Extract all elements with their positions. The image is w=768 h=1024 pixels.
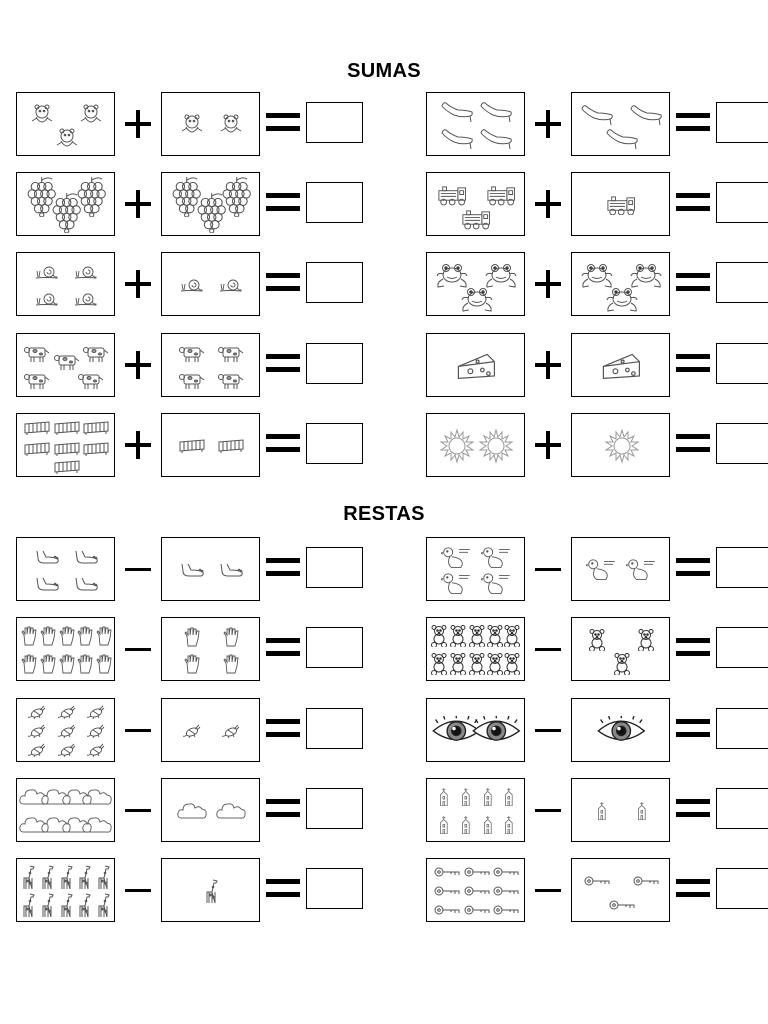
giraffe-icon bbox=[59, 892, 75, 918]
minus-sign bbox=[125, 568, 151, 571]
church-icon bbox=[459, 816, 473, 835]
giraffe-icon bbox=[204, 878, 220, 904]
key-icon bbox=[434, 866, 460, 878]
snail-icon bbox=[35, 292, 59, 306]
minus-sign bbox=[535, 889, 561, 892]
r-giraffe-right-picture-box bbox=[161, 858, 260, 922]
hand-icon bbox=[21, 626, 37, 646]
train-icon bbox=[437, 185, 467, 206]
cow-icon bbox=[218, 343, 244, 363]
shoe-icon bbox=[479, 101, 513, 123]
cloud-icon bbox=[177, 801, 207, 821]
r-teddy-right-picture-box bbox=[571, 617, 670, 681]
plus-sign bbox=[535, 105, 561, 143]
duck-icon bbox=[481, 572, 512, 595]
answer-box[interactable] bbox=[716, 627, 768, 668]
answer-box[interactable] bbox=[306, 868, 363, 909]
key-icon bbox=[464, 904, 490, 916]
giraffe-icon bbox=[40, 864, 56, 890]
cow-icon bbox=[24, 370, 50, 390]
equals-sign bbox=[676, 273, 710, 291]
s-cow-left-picture-box bbox=[16, 333, 115, 397]
r-hand-left-picture-box bbox=[16, 617, 115, 681]
answer-box[interactable] bbox=[716, 182, 768, 223]
plus-sign bbox=[125, 346, 151, 384]
equals-sign bbox=[266, 799, 300, 817]
giraffe-icon bbox=[77, 864, 93, 890]
cheese-icon bbox=[601, 352, 642, 381]
s-frog-left-picture-box bbox=[426, 252, 525, 316]
cloud-icon bbox=[82, 815, 112, 835]
sun-icon bbox=[439, 428, 475, 464]
foot-icon bbox=[34, 550, 60, 564]
train-icon bbox=[461, 209, 491, 230]
cloud-icon bbox=[216, 801, 246, 821]
xylophone-icon bbox=[24, 421, 50, 435]
giraffe-icon bbox=[96, 892, 112, 918]
s-bear-left-picture-box bbox=[16, 92, 115, 156]
s-shoe-left-picture-box bbox=[426, 92, 525, 156]
shoe-icon bbox=[440, 128, 474, 150]
answer-box[interactable] bbox=[716, 547, 768, 588]
frog-icon bbox=[484, 262, 518, 288]
teddy-bear-icon bbox=[587, 629, 607, 651]
answer-box[interactable] bbox=[306, 262, 363, 303]
foot-icon bbox=[218, 563, 244, 577]
eye-icon bbox=[471, 716, 522, 746]
minus-sign bbox=[535, 729, 561, 732]
cow-icon bbox=[54, 351, 80, 371]
giraffe-icon bbox=[77, 892, 93, 918]
church-icon bbox=[481, 788, 495, 807]
bug-icon bbox=[28, 705, 46, 719]
church-icon bbox=[635, 802, 649, 821]
equals-sign bbox=[676, 354, 710, 372]
giraffe-icon bbox=[21, 864, 37, 890]
r-duck-right-picture-box bbox=[571, 537, 670, 601]
plus-sign bbox=[535, 426, 561, 464]
sun-icon bbox=[478, 428, 514, 464]
answer-box[interactable] bbox=[716, 708, 768, 749]
hand-icon bbox=[40, 654, 56, 674]
duck-icon bbox=[481, 546, 512, 569]
bug-icon bbox=[58, 743, 76, 757]
answer-box[interactable] bbox=[716, 343, 768, 384]
cow-icon bbox=[78, 370, 104, 390]
hand-icon bbox=[59, 654, 75, 674]
r-duck-left-picture-box bbox=[426, 537, 525, 601]
key-icon bbox=[609, 899, 635, 911]
church-icon bbox=[437, 816, 451, 835]
bug-icon bbox=[58, 724, 76, 738]
cheese-icon bbox=[456, 352, 497, 381]
equals-sign bbox=[676, 193, 710, 211]
teddy-bear-icon bbox=[467, 653, 487, 675]
teddy-bear-icon bbox=[467, 625, 487, 647]
train-icon bbox=[486, 185, 516, 206]
minus-sign bbox=[535, 648, 561, 651]
answer-box[interactable] bbox=[306, 547, 363, 588]
grapes-icon bbox=[197, 191, 226, 233]
answer-box[interactable] bbox=[306, 182, 363, 223]
cow-icon bbox=[179, 370, 205, 390]
key-icon bbox=[584, 875, 610, 887]
cow-icon bbox=[83, 343, 109, 363]
xylophone-icon bbox=[54, 442, 80, 456]
hand-icon bbox=[96, 626, 112, 646]
shoe-icon bbox=[605, 128, 639, 150]
frog-icon bbox=[580, 262, 614, 288]
answer-box[interactable] bbox=[306, 423, 363, 464]
bug-icon bbox=[183, 724, 201, 738]
s-xylophone-right-picture-box bbox=[161, 413, 260, 477]
xylophone-icon bbox=[54, 460, 80, 474]
cow-icon bbox=[24, 343, 50, 363]
train-icon bbox=[606, 195, 636, 216]
plus-sign bbox=[125, 426, 151, 464]
s-shoe-right-picture-box bbox=[571, 92, 670, 156]
s-sun-right-picture-box bbox=[571, 413, 670, 477]
r-key-left-picture-box bbox=[426, 858, 525, 922]
minus-sign bbox=[535, 568, 561, 571]
snail-icon bbox=[35, 265, 59, 279]
snail-icon bbox=[219, 278, 243, 292]
r-teddy-left-picture-box bbox=[426, 617, 525, 681]
hand-icon bbox=[77, 654, 93, 674]
teddy-bear-icon bbox=[429, 653, 449, 675]
title-sumas: SUMAS bbox=[347, 60, 421, 82]
cow-icon bbox=[179, 343, 205, 363]
hand-icon bbox=[184, 627, 200, 647]
answer-box[interactable] bbox=[716, 262, 768, 303]
frog-icon bbox=[605, 286, 639, 312]
shoe-icon bbox=[440, 101, 474, 123]
snail-icon bbox=[180, 278, 204, 292]
foot-icon bbox=[73, 550, 99, 564]
key-icon bbox=[464, 885, 490, 897]
answer-box[interactable] bbox=[306, 102, 363, 143]
hand-icon bbox=[96, 654, 112, 674]
r-foot-left-picture-box bbox=[16, 537, 115, 601]
xylophone-icon bbox=[24, 442, 50, 456]
eye-icon bbox=[596, 716, 647, 746]
answer-box[interactable] bbox=[716, 423, 768, 464]
minus-sign bbox=[125, 648, 151, 651]
equals-sign bbox=[676, 879, 710, 897]
giraffe-icon bbox=[59, 864, 75, 890]
s-frog-right-picture-box bbox=[571, 252, 670, 316]
xylophone-icon bbox=[179, 439, 205, 453]
key-icon bbox=[493, 904, 519, 916]
key-icon bbox=[434, 904, 460, 916]
bug-icon bbox=[87, 705, 105, 719]
answer-box[interactable] bbox=[716, 868, 768, 909]
teddy-bear-icon bbox=[502, 625, 522, 647]
xylophone-icon bbox=[83, 442, 109, 456]
equals-sign bbox=[676, 113, 710, 131]
equals-sign bbox=[266, 558, 300, 576]
cloud-icon bbox=[82, 787, 112, 807]
s-sun-left-picture-box bbox=[426, 413, 525, 477]
answer-box[interactable] bbox=[306, 627, 363, 668]
r-church-right-picture-box bbox=[571, 778, 670, 842]
title-restas: RESTAS bbox=[343, 503, 425, 525]
teddy-bear-icon bbox=[502, 653, 522, 675]
duck-icon bbox=[586, 558, 617, 581]
s-grapes-left-picture-box bbox=[16, 172, 115, 236]
minus-sign bbox=[125, 729, 151, 732]
xylophone-icon bbox=[83, 421, 109, 435]
frog-icon bbox=[460, 286, 494, 312]
r-giraffe-left-picture-box bbox=[16, 858, 115, 922]
s-bear-right-picture-box bbox=[161, 92, 260, 156]
r-eye-right-picture-box bbox=[571, 698, 670, 762]
frog-icon bbox=[435, 262, 469, 288]
hand-icon bbox=[21, 654, 37, 674]
hand-icon bbox=[223, 627, 239, 647]
r-hand-right-picture-box bbox=[161, 617, 260, 681]
bug-icon bbox=[87, 743, 105, 757]
equals-sign bbox=[676, 719, 710, 737]
equals-sign bbox=[266, 879, 300, 897]
church-icon bbox=[459, 788, 473, 807]
teddy-bear-icon bbox=[448, 625, 468, 647]
s-train-left-picture-box bbox=[426, 172, 525, 236]
xylophone-icon bbox=[54, 421, 80, 435]
plus-sign bbox=[125, 265, 151, 303]
duck-icon bbox=[441, 546, 472, 569]
s-cheese-right-picture-box bbox=[571, 333, 670, 397]
equals-sign bbox=[266, 193, 300, 211]
duck-icon bbox=[626, 558, 657, 581]
minus-sign bbox=[125, 889, 151, 892]
equals-sign bbox=[266, 354, 300, 372]
bug-icon bbox=[222, 724, 240, 738]
giraffe-icon bbox=[40, 892, 56, 918]
foot-icon bbox=[34, 577, 60, 591]
bug-icon bbox=[58, 705, 76, 719]
answer-box[interactable] bbox=[306, 343, 363, 384]
church-icon bbox=[502, 788, 516, 807]
r-key-right-picture-box bbox=[571, 858, 670, 922]
church-icon bbox=[481, 816, 495, 835]
hand-icon bbox=[59, 626, 75, 646]
foot-icon bbox=[73, 577, 99, 591]
equals-sign bbox=[266, 113, 300, 131]
s-snail-left-picture-box bbox=[16, 252, 115, 316]
s-xylophone-left-picture-box bbox=[16, 413, 115, 477]
hand-icon bbox=[77, 626, 93, 646]
bug-icon bbox=[87, 724, 105, 738]
answer-box[interactable] bbox=[306, 788, 363, 829]
equals-sign bbox=[266, 273, 300, 291]
equals-sign bbox=[676, 558, 710, 576]
sun-icon bbox=[604, 428, 640, 464]
xylophone-icon bbox=[218, 439, 244, 453]
frog-icon bbox=[629, 262, 663, 288]
plus-sign bbox=[535, 346, 561, 384]
teddy-bear-icon bbox=[636, 629, 656, 651]
s-train-right-picture-box bbox=[571, 172, 670, 236]
s-grapes-right-picture-box bbox=[161, 172, 260, 236]
key-icon bbox=[434, 885, 460, 897]
equals-sign bbox=[676, 434, 710, 452]
bear-icon bbox=[54, 127, 80, 151]
church-icon bbox=[595, 802, 609, 821]
minus-sign bbox=[125, 809, 151, 812]
s-snail-right-picture-box bbox=[161, 252, 260, 316]
plus-sign bbox=[125, 185, 151, 223]
teddy-bear-icon bbox=[612, 653, 632, 675]
shoe-icon bbox=[580, 104, 614, 126]
plus-sign bbox=[125, 105, 151, 143]
r-foot-right-picture-box bbox=[161, 537, 260, 601]
duck-icon bbox=[441, 572, 472, 595]
s-cheese-left-picture-box bbox=[426, 333, 525, 397]
grapes-icon bbox=[52, 191, 81, 233]
r-bug-right-picture-box bbox=[161, 698, 260, 762]
r-eye-left-picture-box bbox=[426, 698, 525, 762]
equals-sign bbox=[676, 799, 710, 817]
bear-icon bbox=[29, 103, 55, 127]
giraffe-icon bbox=[96, 864, 112, 890]
r-bug-left-picture-box bbox=[16, 698, 115, 762]
cow-icon bbox=[218, 370, 244, 390]
teddy-bear-icon bbox=[448, 653, 468, 675]
bug-icon bbox=[28, 743, 46, 757]
s-cow-right-picture-box bbox=[161, 333, 260, 397]
answer-box[interactable] bbox=[716, 102, 768, 143]
key-icon bbox=[493, 866, 519, 878]
bug-icon bbox=[28, 724, 46, 738]
church-icon bbox=[437, 788, 451, 807]
plus-sign bbox=[535, 185, 561, 223]
shoe-icon bbox=[479, 128, 513, 150]
minus-sign bbox=[535, 809, 561, 812]
r-cloud-right-picture-box bbox=[161, 778, 260, 842]
snail-icon bbox=[74, 292, 98, 306]
equals-sign bbox=[266, 638, 300, 656]
equals-sign bbox=[676, 638, 710, 656]
key-icon bbox=[493, 885, 519, 897]
bear-icon bbox=[179, 113, 205, 137]
snail-icon bbox=[74, 265, 98, 279]
r-church-left-picture-box bbox=[426, 778, 525, 842]
hand-icon bbox=[223, 654, 239, 674]
church-icon bbox=[502, 816, 516, 835]
shoe-icon bbox=[629, 104, 663, 126]
answer-box[interactable] bbox=[306, 708, 363, 749]
r-cloud-left-picture-box bbox=[16, 778, 115, 842]
foot-icon bbox=[179, 563, 205, 577]
bear-icon bbox=[78, 103, 104, 127]
answer-box[interactable] bbox=[716, 788, 768, 829]
giraffe-icon bbox=[21, 892, 37, 918]
bear-icon bbox=[218, 113, 244, 137]
key-icon bbox=[633, 875, 659, 887]
equals-sign bbox=[266, 719, 300, 737]
hand-icon bbox=[184, 654, 200, 674]
teddy-bear-icon bbox=[429, 625, 449, 647]
equals-sign bbox=[266, 434, 300, 452]
plus-sign bbox=[535, 265, 561, 303]
hand-icon bbox=[40, 626, 56, 646]
key-icon bbox=[464, 866, 490, 878]
